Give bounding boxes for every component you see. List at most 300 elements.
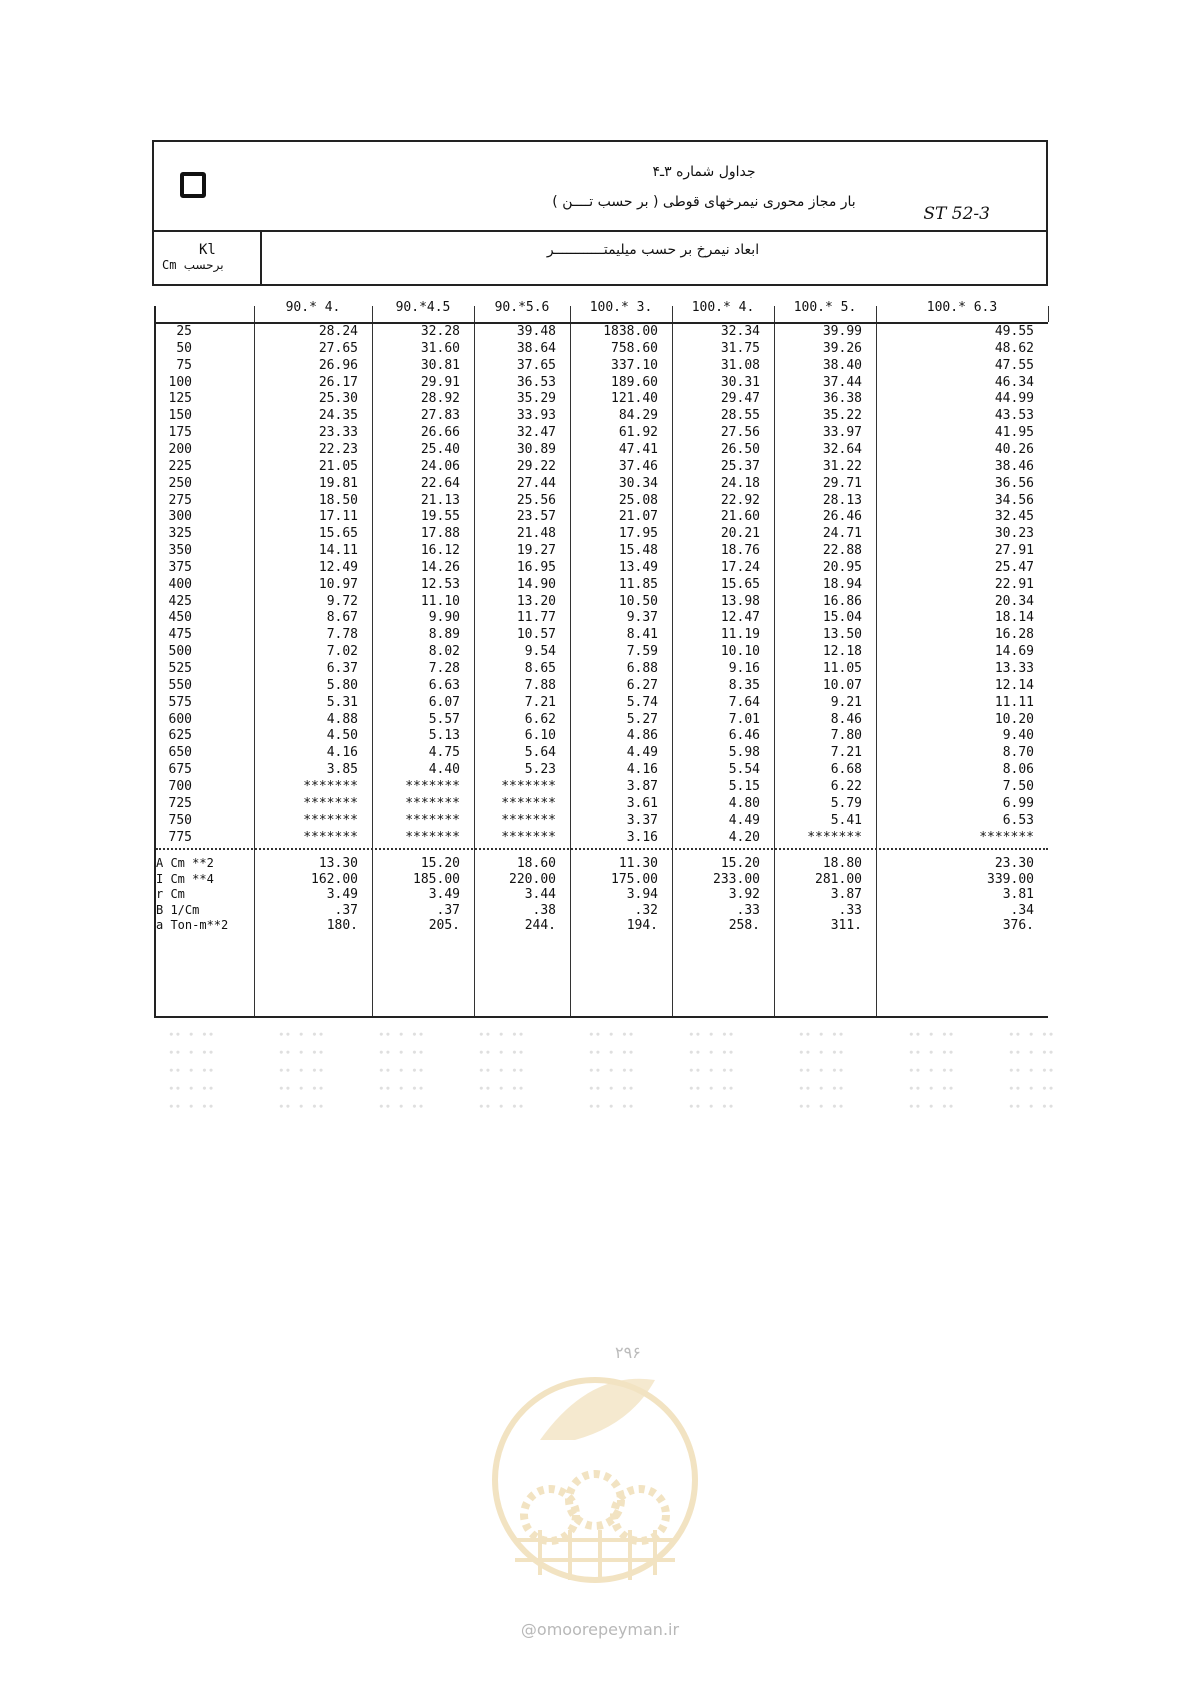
table-cell: ******* [501, 795, 556, 811]
property-value: 205. [428, 918, 460, 934]
table-cell: 5.54 [728, 762, 760, 778]
table-cell: 9.40 [1002, 728, 1034, 744]
table-cell: 5.31 [326, 694, 358, 710]
table-cell: 10.57 [516, 627, 556, 643]
table-cell: ******* [501, 778, 556, 794]
bleed-through-mark: ∙∙ ∙ ∙∙ [278, 1082, 325, 1095]
load-value: 575 [168, 694, 192, 710]
property-value: 15.20 [420, 856, 460, 872]
property-value: 185.00 [413, 871, 460, 887]
table-cell: 7.01 [728, 711, 760, 727]
property-value: 18.60 [516, 856, 556, 872]
table-cell: 6.99 [1002, 795, 1034, 811]
table-cell: 49.55 [994, 324, 1034, 339]
table-cell: 16.28 [994, 627, 1034, 643]
k-label: Kl [199, 242, 216, 258]
table-cell: 26.50 [720, 441, 760, 457]
table-cell: ******* [303, 812, 358, 828]
table-cell: 15.48 [618, 543, 658, 559]
table-cell: 44.99 [994, 391, 1034, 407]
table-cell: 21.60 [720, 509, 760, 525]
table-cell: 23.33 [318, 425, 358, 441]
bleed-through-mark: ∙∙ ∙ ∙∙ [1008, 1028, 1055, 1041]
table-cell: 8.89 [428, 627, 460, 643]
column-divider [1048, 306, 1049, 322]
table-cell: 38.46 [994, 458, 1034, 474]
table-cell: 4.86 [626, 728, 658, 744]
table-cell: 4.88 [326, 711, 358, 727]
table-cell: 35.29 [516, 391, 556, 407]
table-cell: 37.46 [618, 458, 658, 474]
table-cell: 10.20 [994, 711, 1034, 727]
table-header-box [152, 140, 1048, 286]
bleed-through-mark: ∙∙ ∙ ∙∙ [378, 1064, 425, 1077]
table-cell: 29.71 [822, 475, 862, 491]
bleed-through-mark: ∙∙ ∙ ∙∙ [908, 1046, 955, 1059]
table-cell: 7.50 [1002, 778, 1034, 794]
bleed-through-mark: ∙∙ ∙ ∙∙ [478, 1100, 525, 1113]
dimensions-label: ابعاد نیمرخ بر حسب میلیمتــــــــــــر [546, 242, 760, 258]
table-cell: 21.48 [516, 526, 556, 542]
watermark-site-text: @omoorepeyman.ir [520, 1620, 680, 1639]
column-header: 100.* 6.3 [926, 300, 998, 315]
load-value: 225 [168, 458, 192, 474]
table-cell: 47.55 [994, 357, 1034, 373]
table-cell: 5.79 [830, 795, 862, 811]
table-cell: 15.04 [822, 610, 862, 626]
table-cell: 25.08 [618, 492, 658, 508]
property-value: 244. [524, 918, 556, 934]
load-value: 350 [168, 543, 192, 559]
table-cell: 28.55 [720, 408, 760, 424]
k-unit [162, 258, 224, 272]
property-value: 3.49 [428, 887, 460, 903]
table-cell: 11.05 [822, 661, 862, 676]
table-cell: 15.65 [318, 526, 358, 542]
table-cell: 6.37 [326, 661, 358, 676]
table-cell: 4.16 [326, 745, 358, 761]
table-cell: ******* [405, 795, 460, 811]
table-cell: 16.95 [516, 559, 556, 575]
table-cell: 6.88 [626, 661, 658, 676]
table-cell: 25.30 [318, 391, 358, 407]
property-value: .37 [334, 902, 358, 918]
table-cell: 7.21 [830, 745, 862, 761]
table-cell: ******* [303, 829, 358, 845]
load-value: 250 [168, 475, 192, 491]
load-value: 300 [168, 509, 192, 525]
table-cell: 13.49 [618, 559, 658, 575]
table-cell: 26.46 [822, 509, 862, 525]
table-cell: 20.95 [822, 559, 862, 575]
table-title: بار مجاز محوری نیمرخهای قوطی ( بر حسب تــــن ) [552, 194, 856, 210]
load-value: 550 [168, 677, 192, 693]
load-value: 25 [176, 324, 192, 339]
load-value: 625 [168, 728, 192, 744]
table-cell: 4.16 [626, 762, 658, 778]
property-value: .38 [532, 902, 556, 918]
property-value: 23.30 [994, 856, 1034, 872]
table-cell: 32.34 [720, 324, 760, 339]
property-label: B 1/Cm [156, 902, 200, 917]
table-cell: 38.64 [516, 340, 556, 356]
table-cell: 9.90 [428, 610, 460, 626]
table-cell: 35.22 [822, 408, 862, 424]
table-cell: 6.27 [626, 677, 658, 693]
property-value: 3.44 [524, 887, 556, 903]
table-cell: 32.47 [516, 425, 556, 441]
table-cell: 26.17 [318, 374, 358, 390]
table-cell: ******* [807, 829, 862, 845]
table-cell: 8.67 [326, 610, 358, 626]
table-cell: 12.47 [720, 610, 760, 626]
table-cell: 189.60 [611, 374, 658, 390]
property-value: .32 [634, 902, 658, 918]
bleed-through-mark: ∙∙ ∙ ∙∙ [688, 1082, 735, 1095]
load-value: 375 [168, 559, 192, 575]
table-cell: 14.69 [994, 644, 1034, 660]
property-value: 175.00 [611, 871, 658, 887]
load-value: 50 [176, 340, 192, 356]
table-cell: 19.81 [318, 475, 358, 491]
table-cell: 18.50 [318, 492, 358, 508]
table-cell: 19.27 [516, 543, 556, 559]
table-cell: 31.22 [822, 458, 862, 474]
bleed-through-mark: ∙∙ ∙ ∙∙ [1008, 1100, 1055, 1113]
table-cell: 13.33 [994, 661, 1034, 676]
table-cell: ******* [405, 829, 460, 845]
bleed-through-mark: ∙∙ ∙ ∙∙ [478, 1082, 525, 1095]
table-cell: 4.80 [728, 795, 760, 811]
table-cell: 121.40 [611, 391, 658, 407]
table-cell: 27.65 [318, 340, 358, 356]
bleed-through-mark: ∙∙ ∙ ∙∙ [908, 1100, 955, 1113]
table-cell: ******* [405, 778, 460, 794]
table-cell: 5.74 [626, 694, 658, 710]
bleed-through-mark: ∙∙ ∙ ∙∙ [688, 1046, 735, 1059]
table-cell: 18.14 [994, 610, 1034, 626]
table-cell: 21.13 [420, 492, 460, 508]
property-value: 3.49 [326, 887, 358, 903]
table-cell: 11.11 [994, 694, 1034, 710]
table-cell: 4.50 [326, 728, 358, 744]
table-cell: 30.23 [994, 526, 1034, 542]
table-cell: 16.12 [420, 543, 460, 559]
table-cell: 3.37 [626, 812, 658, 828]
bleed-through-mark: ∙∙ ∙ ∙∙ [168, 1082, 215, 1095]
table-cell: 3.85 [326, 762, 358, 778]
table-cell: 15.65 [720, 576, 760, 592]
table-cell: 32.64 [822, 441, 862, 457]
bleed-through-mark: ∙∙ ∙ ∙∙ [588, 1100, 635, 1113]
table-cell: 17.95 [618, 526, 658, 542]
table-cell: ******* [303, 795, 358, 811]
bleed-through-mark: ∙∙ ∙ ∙∙ [1008, 1046, 1055, 1059]
bleed-through-mark: ∙∙ ∙ ∙∙ [478, 1046, 525, 1059]
table-cell: 38.40 [822, 357, 862, 373]
table-cell: 24.06 [420, 458, 460, 474]
property-value: 258. [728, 918, 760, 934]
property-value: 194. [626, 918, 658, 934]
table-cell: 9.37 [626, 610, 658, 626]
table-cell: 5.57 [428, 711, 460, 727]
load-value: 675 [168, 762, 192, 778]
column-header: 90.*5.6 [494, 300, 550, 315]
load-value: 775 [168, 829, 192, 845]
table-cell: 6.46 [728, 728, 760, 744]
table-cell: 14.11 [318, 543, 358, 559]
bleed-through-mark: ∙∙ ∙ ∙∙ [588, 1082, 635, 1095]
table-cell: 30.31 [720, 374, 760, 390]
table-cell: 5.80 [326, 677, 358, 693]
table-cell: 31.75 [720, 340, 760, 356]
table-cell: 21.05 [318, 458, 358, 474]
table-cell: 3.16 [626, 829, 658, 845]
table-cell: 5.98 [728, 745, 760, 761]
table-cell: 39.48 [516, 324, 556, 339]
table-cell: 6.63 [428, 677, 460, 693]
table-cell: 6.53 [1002, 812, 1034, 828]
table-cell: 9.54 [524, 644, 556, 660]
bleed-through-mark: ∙∙ ∙ ∙∙ [908, 1082, 955, 1095]
table-cell: 1838.00 [603, 324, 658, 339]
load-value: 525 [168, 661, 192, 676]
table-cell: 39.26 [822, 340, 862, 356]
table-cell: 24.18 [720, 475, 760, 491]
bleed-through-mark: ∙∙ ∙ ∙∙ [688, 1028, 735, 1041]
property-value: 15.20 [720, 856, 760, 872]
k-unit-text: Cm [162, 258, 177, 272]
table-cell: 5.64 [524, 745, 556, 761]
property-value: 3.87 [830, 887, 862, 903]
table-cell: 7.59 [626, 644, 658, 660]
steel-grade: ST 52-3 [923, 204, 990, 224]
table-cell: 28.13 [822, 492, 862, 508]
table-number: جداول شماره ۳ـ۴ [652, 164, 756, 180]
table-cell: 22.64 [420, 475, 460, 491]
bleed-through-mark: ∙∙ ∙ ∙∙ [798, 1100, 845, 1113]
table-cell: 11.10 [420, 593, 460, 609]
table-cell: 24.71 [822, 526, 862, 542]
load-value: 425 [168, 593, 192, 609]
table-cell: 41.95 [994, 425, 1034, 441]
property-value: 311. [830, 918, 862, 934]
table-cell: 30.81 [420, 357, 460, 373]
table-cell: 12.14 [994, 677, 1034, 693]
load-value: 500 [168, 644, 192, 660]
table-cell: 32.45 [994, 509, 1034, 525]
bleed-through-mark: ∙∙ ∙ ∙∙ [908, 1028, 955, 1041]
table-cell: 26.96 [318, 357, 358, 373]
table-cell: 22.91 [994, 576, 1034, 592]
load-value: 200 [168, 441, 192, 457]
bleed-through-mark: ∙∙ ∙ ∙∙ [588, 1028, 635, 1041]
table-cell: 8.06 [1002, 762, 1034, 778]
table-cell: ******* [979, 829, 1034, 845]
load-value: 150 [168, 408, 192, 424]
column-header: 100.* 5. [793, 300, 857, 315]
table-cell: 27.44 [516, 475, 556, 491]
table-cell: 84.29 [618, 408, 658, 424]
property-value: 376. [1002, 918, 1034, 934]
property-value: 18.80 [822, 856, 862, 872]
property-value: 233.00 [713, 871, 760, 887]
table-cell: 4.49 [626, 745, 658, 761]
bleed-through-mark: ∙∙ ∙ ∙∙ [278, 1046, 325, 1059]
bleed-through-mark: ∙∙ ∙ ∙∙ [688, 1100, 735, 1113]
table-cell: 5.13 [428, 728, 460, 744]
load-value: 600 [168, 711, 192, 727]
table-cell: 17.24 [720, 559, 760, 575]
table-cell: 18.76 [720, 543, 760, 559]
property-value: 11.30 [618, 856, 658, 872]
header-divider [154, 230, 1046, 232]
load-table [154, 300, 1048, 1018]
table-cell: 29.47 [720, 391, 760, 407]
table-cell: 37.65 [516, 357, 556, 373]
bleed-through-mark: ∙∙ ∙ ∙∙ [588, 1064, 635, 1077]
table-cell: 31.60 [420, 340, 460, 356]
table-cell: 16.86 [822, 593, 862, 609]
table-cell: 27.83 [420, 408, 460, 424]
table-cell: 7.78 [326, 627, 358, 643]
column-header: 100.* 4. [691, 300, 755, 315]
table-cell: 6.22 [830, 778, 862, 794]
table-cell: 26.66 [420, 425, 460, 441]
table-cell: 17.11 [318, 509, 358, 525]
table-cell: 27.56 [720, 425, 760, 441]
bleed-through-area [148, 1022, 1055, 1132]
table-cell: 47.41 [618, 441, 658, 457]
property-value: 3.94 [626, 887, 658, 903]
load-value: 275 [168, 492, 192, 508]
property-value: 339.00 [987, 871, 1034, 887]
bleed-through-mark: ∙∙ ∙ ∙∙ [478, 1064, 525, 1077]
table-cell: 14.90 [516, 576, 556, 592]
table-cell: 8.35 [728, 677, 760, 693]
property-value: 220.00 [509, 871, 556, 887]
property-value: 180. [326, 918, 358, 934]
table-cell: 25.40 [420, 441, 460, 457]
table-cell: 36.56 [994, 475, 1034, 491]
load-value: 75 [176, 357, 192, 373]
table-cell: 12.53 [420, 576, 460, 592]
table-cell: 11.77 [516, 610, 556, 626]
table-cell: 5.27 [626, 711, 658, 727]
table-cell: 10.97 [318, 576, 358, 592]
property-value: .33 [736, 902, 760, 918]
table-cell: 12.18 [822, 644, 862, 660]
table-cell: 4.40 [428, 762, 460, 778]
bleed-through-mark: ∙∙ ∙ ∙∙ [278, 1028, 325, 1041]
table-cell: 13.98 [720, 593, 760, 609]
table-cell: 39.99 [822, 324, 862, 339]
table-cell: 28.24 [318, 324, 358, 339]
load-value: 175 [168, 425, 192, 441]
table-cell: 34.56 [994, 492, 1034, 508]
table-cell: 46.34 [994, 374, 1034, 390]
table-cell: 10.07 [822, 677, 862, 693]
table-cell: ******* [501, 812, 556, 828]
load-value: 100 [168, 374, 192, 390]
table-cell: 5.15 [728, 778, 760, 794]
table-cell: 7.21 [524, 694, 556, 710]
column-header: 90.*4.5 [395, 300, 451, 315]
table-cell: 7.28 [428, 661, 460, 676]
table-cell: 8.65 [524, 661, 556, 676]
property-value: 13.30 [318, 856, 358, 872]
bleed-through-mark: ∙∙ ∙ ∙∙ [688, 1064, 735, 1077]
table-cell: 12.49 [318, 559, 358, 575]
table-cell: 17.88 [420, 526, 460, 542]
load-value: 725 [168, 795, 192, 811]
property-label: a Ton-m**2 [156, 918, 229, 933]
table-cell: 24.35 [318, 408, 358, 424]
table-cell: 13.50 [822, 627, 862, 643]
load-value: 400 [168, 576, 192, 592]
table-cell: 19.55 [420, 509, 460, 525]
bleed-through-mark: ∙∙ ∙ ∙∙ [1008, 1082, 1055, 1095]
table-cell: 8.70 [1002, 745, 1034, 761]
table-cell: 7.88 [524, 677, 556, 693]
table-cell: 40.26 [994, 441, 1034, 457]
property-value: .33 [838, 902, 862, 918]
bleed-through-mark: ∙∙ ∙ ∙∙ [378, 1046, 425, 1059]
load-value: 325 [168, 526, 192, 542]
bleed-through-mark: ∙∙ ∙ ∙∙ [798, 1046, 845, 1059]
load-value: 750 [168, 812, 192, 828]
table-cell: 3.61 [626, 795, 658, 811]
property-value: 3.81 [1002, 887, 1034, 903]
table-cell: 5.41 [830, 812, 862, 828]
table-cell: 7.02 [326, 644, 358, 660]
table-cell: 9.16 [728, 661, 760, 676]
properties-separator [156, 848, 1048, 850]
table-cell: 11.19 [720, 627, 760, 643]
table-cell: 758.60 [611, 340, 658, 356]
table-cell: 25.56 [516, 492, 556, 508]
table-cell: 36.38 [822, 391, 862, 407]
table-cell: 13.20 [516, 593, 556, 609]
table-cell: 20.34 [994, 593, 1034, 609]
bleed-through-mark: ∙∙ ∙ ∙∙ [798, 1028, 845, 1041]
table-cell: 18.94 [822, 576, 862, 592]
load-value: 450 [168, 610, 192, 626]
bleed-through-mark: ∙∙ ∙ ∙∙ [1008, 1064, 1055, 1077]
table-cell: 6.07 [428, 694, 460, 710]
bleed-through-mark: ∙∙ ∙ ∙∙ [168, 1064, 215, 1077]
load-value: 700 [168, 778, 192, 794]
table-cell: 27.91 [994, 543, 1034, 559]
table-cell: 7.64 [728, 694, 760, 710]
table-cell: 22.92 [720, 492, 760, 508]
property-value: 281.00 [815, 871, 862, 887]
table-cell: 28.92 [420, 391, 460, 407]
table-cell: 36.53 [516, 374, 556, 390]
property-value: 162.00 [311, 871, 358, 887]
table-cell: 6.68 [830, 762, 862, 778]
bleed-through-mark: ∙∙ ∙ ∙∙ [278, 1064, 325, 1077]
table-cell: 10.50 [618, 593, 658, 609]
box-section-icon [180, 172, 206, 198]
bleed-through-mark: ∙∙ ∙ ∙∙ [168, 1046, 215, 1059]
property-value: .34 [1010, 902, 1034, 918]
table-cell: 30.89 [516, 441, 556, 457]
table-cell: 21.07 [618, 509, 658, 525]
table-cell: ******* [303, 778, 358, 794]
table-cell: 8.41 [626, 627, 658, 643]
table-cell: 11.85 [618, 576, 658, 592]
